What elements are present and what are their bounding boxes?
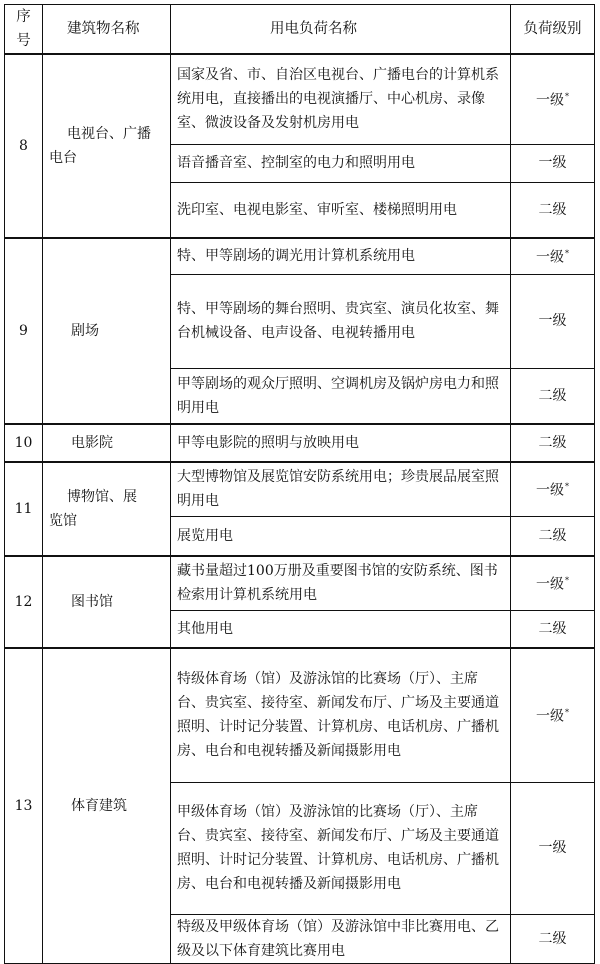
row-seq: 8 — [5, 54, 43, 238]
row-seq: 13 — [5, 648, 43, 963]
table-body — [5, 54, 595, 963]
table-row — [5, 462, 595, 516]
load-name: 展览用电 — [171, 516, 511, 556]
load-grade — [511, 782, 595, 914]
load-grade-text: 二级 — [538, 201, 567, 218]
load-grade — [511, 610, 595, 648]
load-name: 特级及甲级体育场（馆）及游泳馆中非比赛用电、乙级及以下体育建筑比赛用电 — [171, 914, 511, 963]
building-name — [43, 54, 171, 238]
load-grade — [511, 144, 595, 182]
load-grade-text: 一级 — [538, 155, 567, 171]
load-name: 其他用电 — [171, 610, 511, 648]
header-load: 用电负荷名称 — [171, 5, 511, 55]
load-grade — [511, 556, 595, 610]
load-classification-table — [4, 4, 595, 964]
building-name-line: 览馆 — [49, 513, 77, 529]
building-name — [43, 462, 171, 556]
important-load-mark: * — [565, 708, 569, 718]
load-grade — [511, 648, 595, 782]
building-name-line: 电视台、广播 — [67, 126, 151, 142]
row-seq: 10 — [5, 424, 43, 462]
building-name — [43, 556, 171, 648]
load-grade-text: 二级 — [538, 527, 567, 544]
load-grade-text: 二级 — [538, 387, 567, 404]
load-grade — [511, 54, 595, 144]
load-grade — [511, 914, 595, 963]
load-name: 甲级体育场（馆）及游泳馆的比赛场（厅）、主席台、贵宾室、接待室、新闻发布厅、广场及主要通道照明、计时记分装置、计算机房、电话机房、广播机房、电台和电视转播及新闻摄影用电 — [171, 782, 511, 914]
building-name — [43, 424, 171, 462]
load-name: 甲等电影院的照明与放映用电 — [171, 424, 511, 462]
load-name: 语音播音室、控制室的电力和照明用电 — [171, 144, 511, 182]
load-grade-text: 一级 — [536, 93, 564, 110]
load-grade-text: 一级 — [538, 313, 567, 329]
load-grade — [511, 424, 595, 462]
load-grade-text: 一级 — [536, 577, 564, 594]
load-grade — [511, 238, 595, 274]
building-name — [43, 648, 171, 963]
load-grade-text: 一级 — [538, 840, 567, 856]
load-name: 国家及省、市、自治区电视台、广播电台的计算机系统用电，直接播出的电视演播厅、中心机房、录像室、微波设备及发射机房用电 — [171, 54, 511, 144]
load-grade — [511, 516, 595, 556]
load-grade-text: 一级 — [536, 709, 564, 726]
building-name-line: 电台 — [49, 150, 77, 166]
important-load-mark: * — [565, 92, 569, 102]
header-row — [5, 5, 595, 55]
load-grade-text: 一级 — [536, 483, 564, 500]
load-name: 特级体育场（馆）及游泳馆的比赛场（厅）、主席台、贵宾室、接待室、新闻发布厅、广场及主要通道照明、计时记分装置、计算机房、电话机房、广播机房、电台和电视转播及新闻摄影用电 — [171, 648, 511, 782]
building-name-line: 电影院 — [71, 435, 113, 451]
building-name — [43, 238, 171, 424]
important-load-mark: * — [565, 249, 569, 259]
row-seq: 11 — [5, 462, 43, 556]
load-name: 特、甲等剧场的调光用计算机系统用电 — [171, 238, 511, 274]
row-seq: 12 — [5, 556, 43, 648]
load-name: 甲等剧场的观众厅照明、空调机房及锅炉房电力和照明用电 — [171, 368, 511, 424]
table-header — [5, 5, 595, 55]
header-building: 建筑物名称 — [43, 5, 171, 55]
load-name: 大型博物馆及展览馆安防系统用电；珍贵展品展室照明用电 — [171, 462, 511, 516]
table-row — [5, 648, 595, 782]
load-grade — [511, 274, 595, 368]
load-grade-text: 二级 — [538, 435, 567, 451]
table-row — [5, 238, 595, 274]
load-grade-text: 二级 — [538, 620, 567, 637]
header-seq: 序号 — [5, 5, 43, 55]
load-grade-text: 一级 — [536, 250, 564, 267]
load-grade — [511, 462, 595, 516]
table-row — [5, 556, 595, 610]
table-row — [5, 424, 595, 462]
load-name: 特、甲等剧场的舞台照明、贵宾室、演员化妆室、舞台机械设备、电声设备、电视转播用电 — [171, 274, 511, 368]
load-name: 洗印室、电视电影室、审听室、楼梯照明用电 — [171, 182, 511, 238]
important-load-mark: * — [565, 482, 569, 492]
header-grade: 负荷级别 — [511, 5, 595, 55]
load-grade — [511, 182, 595, 238]
important-load-mark: * — [565, 576, 569, 586]
table-row — [5, 54, 595, 144]
row-seq: 9 — [5, 238, 43, 424]
building-name-line: 图书馆 — [71, 594, 113, 610]
load-grade — [511, 368, 595, 424]
building-name-line: 剧场 — [71, 323, 99, 339]
building-name-line: 体育建筑 — [71, 797, 127, 814]
load-grade-text: 二级 — [538, 930, 567, 947]
building-name-line: 博物馆、展 — [67, 489, 137, 505]
load-name: 藏书量超过100万册及重要图书馆的安防系统、图书检索用计算机系统用电 — [171, 556, 511, 610]
